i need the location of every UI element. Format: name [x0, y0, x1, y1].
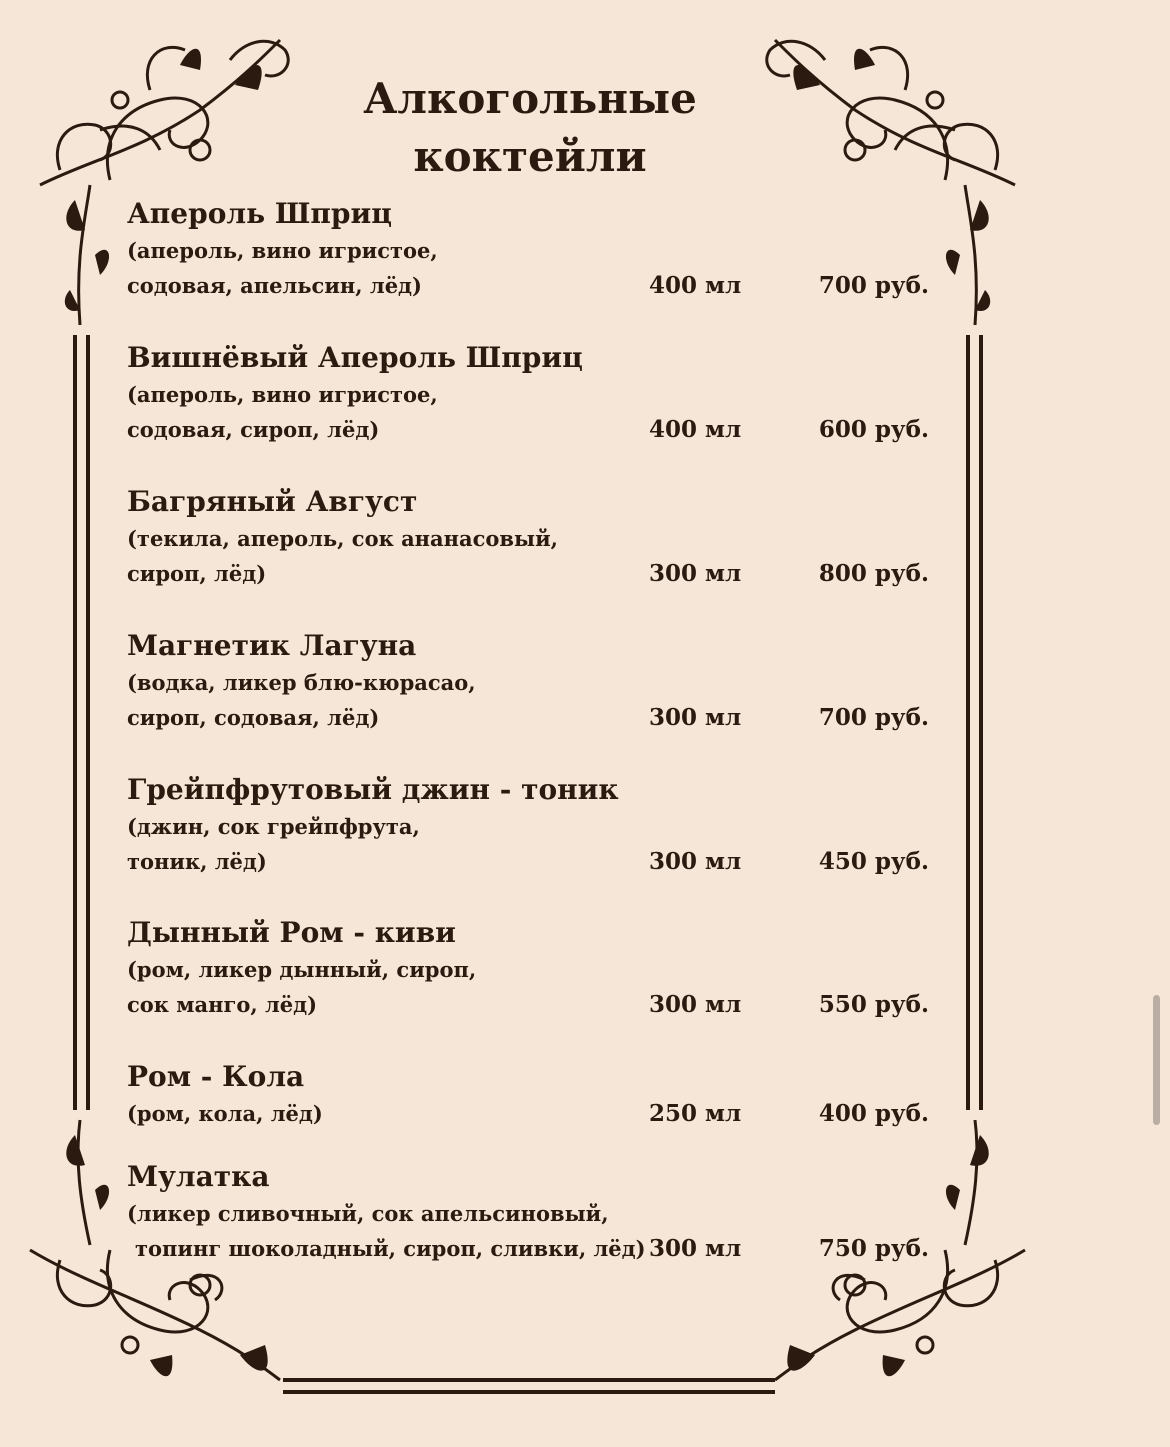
cocktail-name: Багряный Август [127, 485, 418, 518]
price: 700 руб. [818, 272, 929, 299]
price: 600 руб. [818, 416, 929, 443]
cocktail-name: Дынный Ром - киви [127, 916, 456, 949]
ingredients-line: содовая, апельсин, лёд) [127, 273, 422, 298]
menu-title-line1: Алкогольные [363, 74, 697, 123]
volume: 300 мл [649, 848, 742, 875]
menu-item [127, 195, 947, 303]
menu-title [300, 70, 760, 186]
cocktail-name: Грейпфрутовый джин - тоник [127, 773, 619, 806]
menu-item [127, 627, 947, 735]
menu-title-line2: коктейли [413, 132, 647, 181]
volume: 300 мл [649, 1235, 742, 1262]
volume: 300 мл [649, 704, 742, 731]
ingredients-line: топинг шоколадный, сироп, сливки, лёд) [135, 1236, 646, 1261]
cocktail-name: Ром - Кола [127, 1060, 305, 1093]
ingredients-line: (апероль, вино игристое, [127, 382, 438, 407]
volume: 300 мл [649, 560, 742, 587]
ingredients-line: сироп, содовая, лёд) [127, 705, 380, 730]
menu-item [127, 339, 947, 447]
ingredients-line: сок манго, лёд) [127, 992, 318, 1017]
ingredients-line: (ликер сливочный, сок апельсиновый, [127, 1201, 609, 1226]
menu-item [127, 1058, 947, 1131]
ingredients-line: (джин, сок грейпфрута, [127, 814, 420, 839]
scrollbar[interactable] [1153, 995, 1160, 1125]
volume: 400 мл [649, 416, 742, 443]
price: 400 руб. [818, 1100, 929, 1127]
price: 700 руб. [818, 704, 929, 731]
cocktail-name: Магнетик Лагуна [127, 629, 417, 662]
ingredients-line: тоник, лёд) [127, 849, 267, 874]
ingredients-line: (ром, ликер дынный, сироп, [127, 957, 477, 982]
cocktail-name: Мулатка [127, 1160, 270, 1193]
volume: 400 мл [649, 272, 742, 299]
volume: 250 мл [649, 1100, 742, 1127]
menu-item [127, 483, 947, 591]
menu-item [127, 914, 947, 1022]
price: 450 руб. [818, 848, 929, 875]
price: 550 руб. [818, 991, 929, 1018]
volume: 300 мл [649, 991, 742, 1018]
ingredients-line: сироп, лёд) [127, 561, 267, 586]
ingredients-line: содовая, сироп, лёд) [127, 417, 380, 442]
menu-item [127, 771, 947, 879]
cocktail-name: Апероль Шприц [127, 197, 392, 230]
ingredients-line: (ром, кола, лёд) [127, 1101, 323, 1126]
price: 750 руб. [818, 1235, 929, 1262]
price: 800 руб. [818, 560, 929, 587]
ingredients-line: (апероль, вино игристое, [127, 238, 438, 263]
ingredients-line: (водка, ликер блю-кюрасао, [127, 670, 476, 695]
cocktail-name: Вишнёвый Апероль Шприц [127, 341, 583, 374]
menu-item [127, 1158, 947, 1266]
ingredients-line: (текила, апероль, сок ананасовый, [127, 526, 558, 551]
